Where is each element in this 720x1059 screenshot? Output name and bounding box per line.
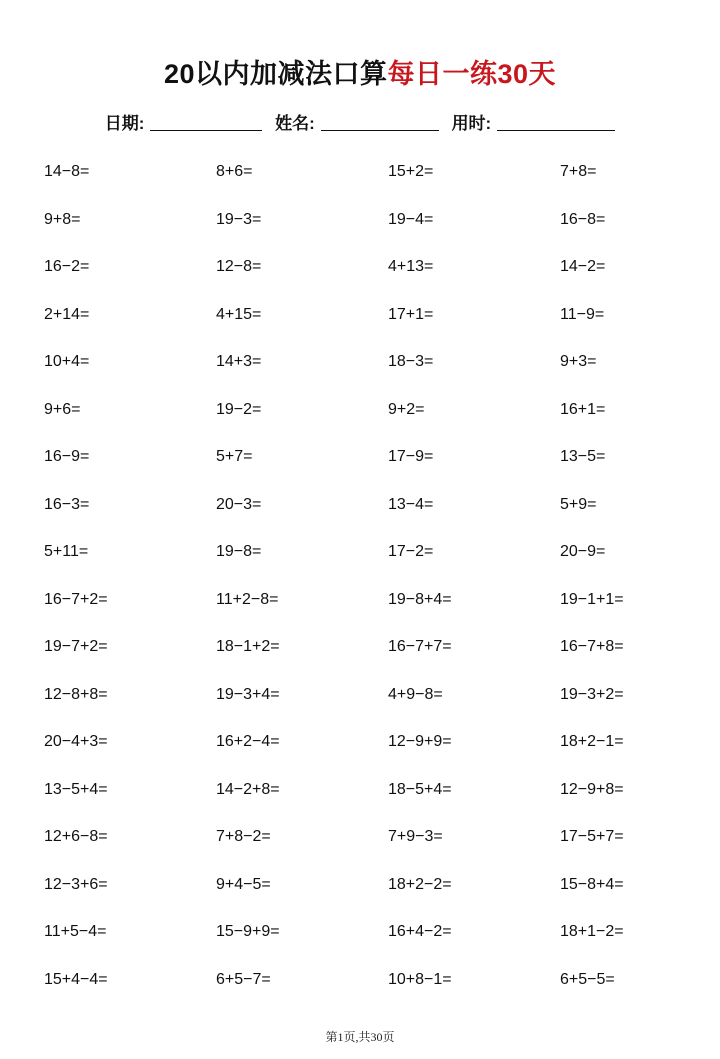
problem-item: 4+9−8=: [388, 685, 443, 703]
problem-item: 9+2=: [388, 400, 425, 418]
problem-item: 19−8=: [216, 543, 262, 560]
problem-item: 16+4−2=: [388, 923, 452, 940]
problem-item: 16−9=: [44, 448, 90, 465]
problem-item: 17−9=: [388, 448, 434, 465]
problem-item: 20−3=: [216, 495, 262, 513]
problem-item: 17−5+7=: [560, 828, 624, 845]
date-field: [105, 114, 267, 133]
problem-item: 4+15=: [216, 305, 262, 323]
problem-item: 18−3=: [388, 353, 434, 370]
problem-item: 9+4−5=: [216, 875, 271, 893]
problem-item: 6+5−7=: [216, 970, 271, 988]
problem-item: 12−3+6=: [44, 875, 108, 893]
problem-item: 12−8=: [216, 258, 262, 275]
time-label: 用时:: [451, 114, 492, 133]
page-title: [0, 56, 720, 92]
title-black-part: 20以内加减法口算: [163, 59, 388, 89]
problem-item: 5+11=: [44, 543, 89, 560]
problem-item: 11+2−8=: [216, 590, 279, 608]
problem-item: 16+1=: [560, 400, 606, 418]
problem-item: 18+1−2=: [560, 923, 624, 940]
problem-item: 19−1+1=: [560, 590, 624, 608]
problem-item: 13−5+4=: [44, 780, 108, 798]
problem-item: 14+3=: [216, 353, 262, 370]
problem-item: 18−5+4=: [388, 780, 452, 798]
problem-item: 15−9+9=: [216, 923, 280, 940]
problem-item: 9+6=: [44, 400, 81, 418]
problem-item: 11+5−4=: [44, 923, 107, 940]
problem-item: 15+4−4=: [44, 970, 108, 988]
problem-item: 19−8+4=: [388, 590, 452, 608]
problem-item: 15+2=: [388, 163, 434, 180]
problem-item: 17−2=: [388, 543, 434, 560]
problem-item: 19−4=: [388, 210, 434, 228]
problem-item: 9+3=: [560, 353, 597, 370]
problem-item: 16−8=: [560, 210, 606, 228]
problem-item: 20−9=: [560, 543, 606, 560]
time-blank[interactable]: [497, 114, 615, 131]
problem-item: 12−9+9=: [388, 733, 452, 750]
problem-item: 12+6−8=: [44, 828, 108, 845]
page-footer: 第1页,共30页: [325, 1030, 395, 1044]
problem-item: 19−7+2=: [44, 638, 108, 655]
problem-item: 16−2=: [44, 258, 90, 275]
problem-item: 14−2+8=: [216, 780, 280, 798]
problem-item: 18+2−2=: [388, 875, 452, 893]
title-red-part: 每日一练30天: [387, 59, 557, 89]
name-field: [275, 114, 443, 133]
problem-item: 17+1=: [388, 305, 434, 323]
date-blank[interactable]: [150, 114, 262, 131]
problem-item: 16−7+8=: [560, 638, 624, 655]
name-label: 姓名:: [275, 114, 315, 133]
problem-item: 12−9+8=: [560, 780, 624, 798]
problem-item: 11−9=: [560, 305, 605, 323]
problem-item: 13−4=: [388, 495, 434, 513]
problem-item: 14−8=: [44, 163, 90, 180]
problem-item: 7+9−3=: [388, 828, 443, 845]
problem-item: 2+14=: [44, 305, 90, 323]
problem-grid: [44, 158, 684, 1013]
problem-item: 16−3=: [44, 495, 90, 513]
date-label: 日期:: [104, 114, 145, 133]
problem-item: 15−8+4=: [560, 875, 624, 893]
problem-item: 19−3+4=: [216, 685, 280, 703]
problem-item: 19−2=: [216, 400, 262, 418]
problem-item: 14−2=: [560, 258, 606, 275]
problem-item: 4+13=: [388, 258, 434, 275]
problem-item: 19−3+2=: [560, 685, 624, 703]
problem-item: 16−7+7=: [388, 638, 452, 655]
problem-item: 7+8−2=: [216, 828, 271, 845]
problem-item: 18−1+2=: [216, 638, 280, 655]
problem-item: 5+9=: [560, 495, 597, 513]
problem-item: 12−8+8=: [44, 685, 108, 703]
time-field: [452, 114, 616, 133]
problem-item: 19−3=: [216, 210, 262, 228]
problem-item: 7+8=: [560, 163, 597, 180]
problem-item: 16+2−4=: [216, 733, 280, 750]
problem-item: 10+4=: [44, 353, 90, 370]
problem-item: 13−5=: [560, 448, 606, 465]
problem-item: 10+8−1=: [388, 970, 452, 988]
name-blank[interactable]: [321, 114, 439, 131]
problem-item: 8+6=: [216, 163, 253, 180]
info-row: [0, 112, 720, 136]
problem-item: 5+7=: [216, 448, 253, 465]
problem-item: 9+8=: [44, 210, 81, 228]
problem-item: 16−7+2=: [44, 590, 108, 608]
problem-item: 20−4+3=: [44, 733, 108, 750]
problem-item: 18+2−1=: [560, 733, 624, 750]
problem-item: 6+5−5=: [560, 970, 615, 988]
